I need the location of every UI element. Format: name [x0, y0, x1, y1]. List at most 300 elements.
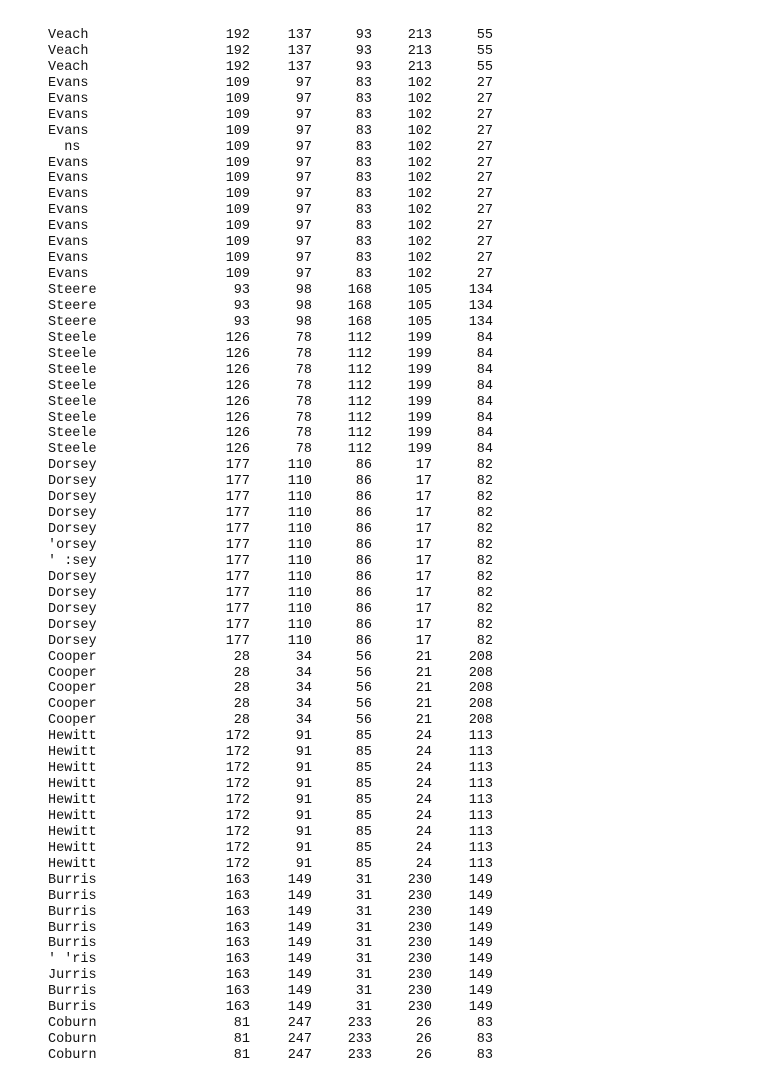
- value-1-cell: 81: [233, 1048, 250, 1063]
- value-1-cell: 172: [225, 824, 250, 840]
- value-4-cell: 102: [407, 155, 432, 171]
- value-1-cell: 177: [225, 617, 250, 633]
- table-row: [0, 618, 760, 634]
- value-4-cell: 102: [407, 203, 432, 219]
- value-2-cell: 110: [287, 522, 312, 538]
- value-3-cell: 31: [355, 952, 372, 968]
- value-1-cell: 109: [225, 203, 250, 219]
- value-5-cell: 113: [468, 824, 493, 840]
- table-row: [0, 634, 760, 650]
- name-cell: Steele: [48, 378, 97, 394]
- value-5-cell: 27: [476, 123, 493, 139]
- value-5-cell: 27: [476, 139, 493, 155]
- value-1-cell: 126: [225, 410, 250, 426]
- value-3-cell: 168: [347, 314, 372, 330]
- value-2-cell: 97: [295, 139, 312, 155]
- value-4-cell: 105: [407, 314, 432, 330]
- table-row: [0, 187, 760, 203]
- name-cell: 'orsey: [48, 538, 97, 553]
- value-4-cell: 230: [407, 904, 432, 920]
- name-cell: Cooper: [48, 681, 97, 697]
- value-1-cell: 126: [225, 442, 250, 458]
- name-cell: Dorsey: [48, 617, 97, 633]
- value-5-cell: 27: [476, 267, 493, 283]
- value-2-cell: 34: [295, 681, 312, 697]
- value-3-cell: 31: [355, 984, 372, 1000]
- value-4-cell: 17: [415, 553, 432, 569]
- value-1-cell: 109: [225, 267, 250, 283]
- value-5-cell: 82: [476, 569, 493, 585]
- value-2-cell: 149: [287, 952, 312, 968]
- value-2-cell: 78: [295, 442, 312, 458]
- table-row: [0, 490, 760, 506]
- name-cell: ' 'ris: [48, 952, 97, 968]
- value-5-cell: 149: [468, 968, 493, 984]
- value-5-cell: 82: [476, 506, 493, 522]
- value-5-cell: 84: [476, 394, 493, 410]
- value-3-cell: 93: [355, 43, 372, 59]
- value-4-cell: 24: [415, 729, 432, 745]
- value-3-cell: 83: [355, 107, 372, 123]
- value-1-cell: 81: [233, 1016, 250, 1032]
- value-1-cell: 172: [225, 745, 250, 761]
- value-2-cell: 137: [287, 43, 312, 59]
- value-5-cell: 84: [476, 410, 493, 426]
- value-4-cell: 102: [407, 75, 432, 91]
- value-1-cell: 172: [225, 729, 250, 745]
- table-row: [0, 761, 760, 777]
- name-cell: Dorsey: [48, 585, 97, 601]
- value-5-cell: 82: [476, 633, 493, 649]
- value-3-cell: 83: [355, 171, 372, 187]
- value-3-cell: 85: [355, 761, 372, 777]
- value-5-cell: 82: [476, 538, 493, 553]
- value-1-cell: 163: [225, 936, 250, 952]
- value-2-cell: 110: [287, 601, 312, 617]
- value-5-cell: 149: [468, 872, 493, 888]
- value-1-cell: 28: [233, 665, 250, 681]
- name-cell: Coburn: [48, 1032, 97, 1048]
- value-2-cell: 137: [287, 28, 312, 43]
- value-2-cell: 97: [295, 235, 312, 251]
- value-5-cell: 83: [476, 1016, 493, 1032]
- value-2-cell: 97: [295, 75, 312, 91]
- value-2-cell: 91: [295, 745, 312, 761]
- name-cell: Steere: [48, 283, 97, 298]
- value-5-cell: 82: [476, 585, 493, 601]
- value-4-cell: 17: [415, 601, 432, 617]
- value-3-cell: 83: [355, 123, 372, 139]
- table-row: [0, 681, 760, 697]
- value-5-cell: 82: [476, 490, 493, 506]
- value-2-cell: 110: [287, 617, 312, 633]
- value-5-cell: 149: [468, 952, 493, 968]
- table-row: [0, 108, 760, 124]
- value-1-cell: 109: [225, 91, 250, 107]
- value-4-cell: 230: [407, 888, 432, 904]
- value-4-cell: 24: [415, 808, 432, 824]
- value-4-cell: 105: [407, 283, 432, 298]
- table-row: [0, 745, 760, 761]
- name-cell: Dorsey: [48, 569, 97, 585]
- value-3-cell: 85: [355, 745, 372, 761]
- value-1-cell: 172: [225, 808, 250, 824]
- value-4-cell: 102: [407, 251, 432, 267]
- value-3-cell: 83: [355, 267, 372, 283]
- value-1-cell: 172: [225, 777, 250, 793]
- value-3-cell: 86: [355, 522, 372, 538]
- value-5-cell: 113: [468, 808, 493, 824]
- table-row: [0, 171, 760, 187]
- value-2-cell: 98: [295, 314, 312, 330]
- table-row: [0, 363, 760, 379]
- value-2-cell: 97: [295, 123, 312, 139]
- value-2-cell: 97: [295, 203, 312, 219]
- value-4-cell: 21: [415, 681, 432, 697]
- value-1-cell: 177: [225, 538, 250, 553]
- value-1-cell: 109: [225, 139, 250, 155]
- value-3-cell: 112: [347, 394, 372, 410]
- value-1-cell: 28: [233, 697, 250, 713]
- table-row: [0, 203, 760, 219]
- value-3-cell: 112: [347, 442, 372, 458]
- name-cell: Hewitt: [48, 793, 97, 808]
- name-cell: Evans: [48, 171, 89, 187]
- table-row: [0, 44, 760, 60]
- name-cell: Evans: [48, 155, 89, 171]
- value-1-cell: 109: [225, 251, 250, 267]
- value-2-cell: 247: [287, 1016, 312, 1032]
- name-cell: Hewitt: [48, 761, 97, 777]
- name-cell: Cooper: [48, 697, 97, 713]
- name-cell: Steele: [48, 394, 97, 410]
- table-row: [0, 235, 760, 251]
- value-4-cell: 213: [407, 28, 432, 43]
- value-2-cell: 149: [287, 968, 312, 984]
- value-3-cell: 93: [355, 59, 372, 75]
- value-2-cell: 97: [295, 107, 312, 123]
- name-cell: Evans: [48, 107, 89, 123]
- table-row: [0, 267, 760, 283]
- value-4-cell: 230: [407, 936, 432, 952]
- value-4-cell: 17: [415, 474, 432, 490]
- value-2-cell: 91: [295, 761, 312, 777]
- value-2-cell: 91: [295, 856, 312, 872]
- value-5-cell: 83: [476, 1048, 493, 1063]
- value-3-cell: 168: [347, 298, 372, 314]
- name-cell: Dorsey: [48, 601, 97, 617]
- value-4-cell: 24: [415, 777, 432, 793]
- value-1-cell: 126: [225, 346, 250, 362]
- name-cell: Steele: [48, 410, 97, 426]
- value-3-cell: 31: [355, 872, 372, 888]
- value-3-cell: 112: [347, 410, 372, 426]
- value-4-cell: 199: [407, 378, 432, 394]
- value-4-cell: 102: [407, 107, 432, 123]
- value-4-cell: 230: [407, 920, 432, 936]
- name-cell: Evans: [48, 187, 89, 203]
- value-1-cell: 177: [225, 569, 250, 585]
- value-4-cell: 102: [407, 91, 432, 107]
- value-3-cell: 83: [355, 251, 372, 267]
- value-2-cell: 149: [287, 904, 312, 920]
- value-5-cell: 27: [476, 171, 493, 187]
- table-row: [0, 395, 760, 411]
- table-row: [0, 124, 760, 140]
- value-1-cell: 126: [225, 330, 250, 346]
- value-1-cell: 109: [225, 171, 250, 187]
- value-5-cell: 82: [476, 458, 493, 474]
- value-3-cell: 85: [355, 840, 372, 856]
- value-5-cell: 134: [468, 298, 493, 314]
- value-2-cell: 34: [295, 697, 312, 713]
- value-3-cell: 112: [347, 378, 372, 394]
- value-2-cell: 78: [295, 410, 312, 426]
- value-3-cell: 86: [355, 617, 372, 633]
- value-3-cell: 85: [355, 777, 372, 793]
- value-4-cell: 26: [415, 1016, 432, 1032]
- value-3-cell: 83: [355, 91, 372, 107]
- value-3-cell: 85: [355, 808, 372, 824]
- value-2-cell: 34: [295, 649, 312, 665]
- value-4-cell: 17: [415, 569, 432, 585]
- value-3-cell: 85: [355, 729, 372, 745]
- table-row: [0, 602, 760, 618]
- table-row: [0, 809, 760, 825]
- name-cell: Veach: [48, 28, 89, 43]
- value-3-cell: 31: [355, 904, 372, 920]
- value-1-cell: 163: [225, 920, 250, 936]
- value-5-cell: 113: [468, 745, 493, 761]
- value-5-cell: 113: [468, 777, 493, 793]
- value-5-cell: 27: [476, 107, 493, 123]
- name-cell: Steele: [48, 426, 97, 442]
- table-row: [0, 426, 760, 442]
- value-3-cell: 86: [355, 474, 372, 490]
- table-row: [0, 1000, 760, 1016]
- value-3-cell: 233: [347, 1016, 372, 1032]
- table-row: [0, 650, 760, 666]
- value-1-cell: 28: [233, 713, 250, 729]
- value-4-cell: 230: [407, 1000, 432, 1016]
- table-row: [0, 1032, 760, 1048]
- value-2-cell: 91: [295, 729, 312, 745]
- value-4-cell: 230: [407, 984, 432, 1000]
- value-4-cell: 213: [407, 43, 432, 59]
- value-1-cell: 177: [225, 522, 250, 538]
- value-4-cell: 199: [407, 394, 432, 410]
- value-2-cell: 110: [287, 538, 312, 553]
- value-4-cell: 26: [415, 1048, 432, 1063]
- value-4-cell: 17: [415, 585, 432, 601]
- value-4-cell: 17: [415, 506, 432, 522]
- table-row: [0, 442, 760, 458]
- value-4-cell: 24: [415, 824, 432, 840]
- value-2-cell: 78: [295, 426, 312, 442]
- table-row: [0, 506, 760, 522]
- value-3-cell: 86: [355, 601, 372, 617]
- value-2-cell: 247: [287, 1048, 312, 1063]
- value-2-cell: 110: [287, 458, 312, 474]
- value-3-cell: 85: [355, 856, 372, 872]
- value-4-cell: 230: [407, 952, 432, 968]
- value-1-cell: 126: [225, 378, 250, 394]
- table-row: [0, 905, 760, 921]
- value-1-cell: 109: [225, 75, 250, 91]
- value-1-cell: 109: [225, 235, 250, 251]
- value-5-cell: 27: [476, 235, 493, 251]
- name-cell: Cooper: [48, 665, 97, 681]
- value-4-cell: 199: [407, 330, 432, 346]
- value-2-cell: 98: [295, 283, 312, 298]
- name-cell: Cooper: [48, 713, 97, 729]
- name-cell: Burris: [48, 888, 97, 904]
- table-row: [0, 331, 760, 347]
- value-1-cell: 177: [225, 633, 250, 649]
- value-5-cell: 82: [476, 617, 493, 633]
- name-cell: Steele: [48, 330, 97, 346]
- value-1-cell: 192: [225, 59, 250, 75]
- name-cell: Evans: [48, 203, 89, 219]
- value-2-cell: 97: [295, 171, 312, 187]
- value-2-cell: 34: [295, 665, 312, 681]
- value-2-cell: 149: [287, 984, 312, 1000]
- table-row: [0, 1048, 760, 1064]
- value-4-cell: 230: [407, 968, 432, 984]
- name-cell: Steele: [48, 442, 97, 458]
- table-row: [0, 76, 760, 92]
- value-2-cell: 137: [287, 59, 312, 75]
- value-1-cell: 192: [225, 43, 250, 59]
- value-3-cell: 86: [355, 553, 372, 569]
- value-4-cell: 199: [407, 362, 432, 378]
- value-4-cell: 24: [415, 856, 432, 872]
- value-2-cell: 78: [295, 346, 312, 362]
- value-5-cell: 149: [468, 936, 493, 952]
- value-2-cell: 110: [287, 474, 312, 490]
- value-2-cell: 97: [295, 155, 312, 171]
- value-5-cell: 82: [476, 474, 493, 490]
- value-2-cell: 110: [287, 585, 312, 601]
- name-cell: Evans: [48, 267, 89, 283]
- name-cell: Evans: [48, 91, 89, 107]
- value-4-cell: 17: [415, 458, 432, 474]
- value-3-cell: 86: [355, 633, 372, 649]
- table-row: [0, 793, 760, 809]
- value-1-cell: 177: [225, 506, 250, 522]
- value-3-cell: 83: [355, 139, 372, 155]
- name-cell: Coburn: [48, 1048, 97, 1063]
- table-row: [0, 347, 760, 363]
- table-row: [0, 251, 760, 267]
- value-5-cell: 82: [476, 522, 493, 538]
- value-3-cell: 83: [355, 75, 372, 91]
- value-2-cell: 78: [295, 362, 312, 378]
- value-4-cell: 24: [415, 793, 432, 808]
- name-cell: Evans: [48, 235, 89, 251]
- value-1-cell: 172: [225, 761, 250, 777]
- value-2-cell: 149: [287, 936, 312, 952]
- value-1-cell: 177: [225, 585, 250, 601]
- value-3-cell: 56: [355, 713, 372, 729]
- value-1-cell: 172: [225, 840, 250, 856]
- value-3-cell: 112: [347, 362, 372, 378]
- value-1-cell: 93: [233, 314, 250, 330]
- value-1-cell: 28: [233, 649, 250, 665]
- value-1-cell: 126: [225, 394, 250, 410]
- value-3-cell: 83: [355, 235, 372, 251]
- value-5-cell: 83: [476, 1032, 493, 1048]
- value-2-cell: 98: [295, 298, 312, 314]
- value-5-cell: 113: [468, 856, 493, 872]
- value-3-cell: 85: [355, 824, 372, 840]
- value-5-cell: 55: [476, 59, 493, 75]
- value-4-cell: 21: [415, 697, 432, 713]
- name-cell: Dorsey: [48, 633, 97, 649]
- name-cell: Hewitt: [48, 856, 97, 872]
- table-row: [0, 28, 760, 44]
- value-4-cell: 213: [407, 59, 432, 75]
- name-cell: Jurris: [48, 968, 97, 984]
- value-3-cell: 83: [355, 155, 372, 171]
- value-1-cell: 192: [225, 28, 250, 43]
- value-2-cell: 110: [287, 633, 312, 649]
- value-1-cell: 163: [225, 904, 250, 920]
- value-1-cell: 28: [233, 681, 250, 697]
- value-5-cell: 84: [476, 378, 493, 394]
- value-4-cell: 102: [407, 123, 432, 139]
- value-1-cell: 109: [225, 123, 250, 139]
- value-3-cell: 56: [355, 681, 372, 697]
- name-cell: Dorsey: [48, 458, 97, 474]
- value-1-cell: 172: [225, 793, 250, 808]
- value-5-cell: 149: [468, 984, 493, 1000]
- table-row: [0, 825, 760, 841]
- value-2-cell: 91: [295, 840, 312, 856]
- name-cell: Hewitt: [48, 840, 97, 856]
- value-3-cell: 86: [355, 569, 372, 585]
- value-4-cell: 26: [415, 1032, 432, 1048]
- table-row: [0, 936, 760, 952]
- value-4-cell: 17: [415, 617, 432, 633]
- table-row: [0, 666, 760, 682]
- value-5-cell: 84: [476, 346, 493, 362]
- value-5-cell: 27: [476, 75, 493, 91]
- value-3-cell: 86: [355, 458, 372, 474]
- value-4-cell: 102: [407, 139, 432, 155]
- name-cell: Evans: [48, 219, 89, 235]
- name-cell: Hewitt: [48, 824, 97, 840]
- table-row: [0, 857, 760, 873]
- table-row: [0, 554, 760, 570]
- value-4-cell: 105: [407, 298, 432, 314]
- value-3-cell: 56: [355, 649, 372, 665]
- table-row: [0, 299, 760, 315]
- value-1-cell: 163: [225, 984, 250, 1000]
- value-3-cell: 86: [355, 585, 372, 601]
- value-2-cell: 91: [295, 777, 312, 793]
- name-cell: Burris: [48, 872, 97, 888]
- value-4-cell: 24: [415, 761, 432, 777]
- value-5-cell: 208: [468, 697, 493, 713]
- value-4-cell: 24: [415, 745, 432, 761]
- value-5-cell: 208: [468, 665, 493, 681]
- name-cell: Dorsey: [48, 506, 97, 522]
- table-row: [0, 140, 760, 156]
- value-1-cell: 163: [225, 872, 250, 888]
- value-1-cell: 109: [225, 219, 250, 235]
- name-cell: Burris: [48, 904, 97, 920]
